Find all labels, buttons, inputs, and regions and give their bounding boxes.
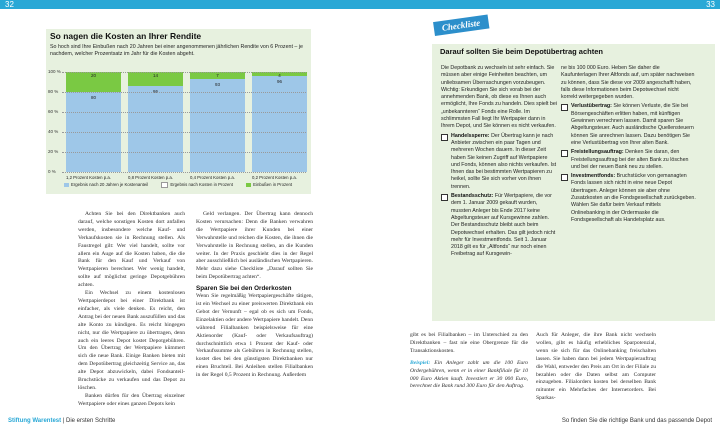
grid-line <box>62 92 306 93</box>
checklist-item-head: Investmentfonds: <box>571 173 616 180</box>
checklist-item-head: Verlustübertrag: <box>571 103 612 110</box>
data-label-loss: 14 <box>152 72 158 78</box>
checklist-item-text: Der Übertrag kann je nach Anbieter zwischen ein paar Tagen und mehreren Wochen dauern. In dieser Zeit haben Sie keinen Zugriff auf Wertpapiere und Fonds, können also nichts verkaufen. Ist Ihnen das bei bestimmten Wertpapieren zu heikel, sollte Sie sich vorher von ihnen trennen. <box>451 132 557 190</box>
checklist-column-1 <box>441 65 557 259</box>
checklist-item <box>561 103 696 147</box>
bar-column <box>252 72 307 172</box>
legend-swatch-einbussen <box>246 183 251 187</box>
data-label-loss: 4 <box>278 73 281 78</box>
checklist-tab: Checkliste <box>433 15 489 36</box>
y-tick-label: 100 % <box>48 69 61 74</box>
y-tick-label: 40 % <box>48 129 59 134</box>
checklist-item-text: Denken Sie daran, den Freistellungsauftrag bei der alten Bank zu löschen und bei der neuen Bank neu zu stellen. <box>571 149 689 170</box>
checkbox-icon <box>561 174 568 181</box>
legend-swatch-rendite <box>64 183 69 187</box>
bar-result <box>128 86 183 172</box>
y-tick-label: 0 % <box>48 169 56 174</box>
grid-line <box>62 172 306 173</box>
data-label-loss: 7 <box>216 72 219 78</box>
checklist-item-head: Bestandsschutz: <box>451 193 494 200</box>
footer-section: | Die ersten Schritte <box>62 418 116 424</box>
paragraph: Auch für Anleger, die ihre Bank nicht wechseln wollen, gibt es häufig erhebliches Sparpotenzial, wenn sie sich für das Onlinebanking freischalten lassen. Sie haben dann bei jedem Wertpapierauftrag die Wahl, entweder den Preis am Ort in der Filiale zu bezahlen oder die Daten selbst am Computer einzugeben. Filialorders kosten bei derselben Bank mitunter ein Mehrfaches der Internetorders. Bei Sparkas- <box>536 332 656 402</box>
grid-line <box>62 132 306 133</box>
category-label: 0,2 Prozent Kosten p.a. <box>252 175 297 180</box>
legend-rendite: Ergebnis nach 20 Jahren je Kostenanteil <box>71 182 149 188</box>
checklist-intro: Die Depotbank zu wechseln ist sehr einfach. Sie müssen aber einige Feinheiten beachten, um unliebsamen Überraschungen vorzubeugen. Wichtig: Erkundigen Sie sich vorab bei der annehmenden Bank, ob diese es Ihnen auch ermöglicht, Ihre Fonds zu handeln. Dies spielt bei „unbekannteren“ Fonds eine Rolle. Im schlimmsten Fall liegt Ihr Wertpapier dann in Ihrem Depot, und Sie können es nicht verkaufen. <box>441 65 558 130</box>
footer-right: So finden Sie die richtige Bank und das passende Depot <box>561 418 712 424</box>
bar-result <box>252 76 307 172</box>
checkbox-icon <box>441 134 448 141</box>
chart-subtitle: So hoch sind Ihre Einbußen nach 20 Jahren bei einer angenommenen jährlichen Rendite von 6 Prozent – je nachdem, welcher Prozentsatz im Jahr für die Kosten abgeht. <box>50 44 303 57</box>
grid-line <box>62 72 306 73</box>
paragraph: Wenn Sie regelmäßig Wertpapiergeschäfte tätigen, ist ein Wechsel zu einer preiswerten Direktbank ein Gebot der Vernunft – egal ob es sich um Fonds, Einzelaktien oder andere Wertpapiere handelt. Denn während Filialbanken beispielsweise für eine Aktienorder (Kauf- oder Verkaufsauftrag) durchschnittlich etwa 1 Prozent der Kauf- oder Verkaufssumme als Gebühren in Rechnung stellen, kostet dies bei den günstigsten Direktbanken nur einen Bruchteil. Bei Anleihen stellen Filialbanken in der Regel 0,5 Prozent in Rechnung. Außerdem <box>196 293 313 379</box>
legend-kosten: Ergebnis nach Kosten in Prozent <box>170 182 233 188</box>
y-tick-label: 60 % <box>48 109 59 114</box>
y-tick-label: 80 % <box>48 89 59 94</box>
page-number-right: 33 <box>706 0 715 9</box>
bar-column <box>66 72 121 172</box>
paragraph: gibt es bei Filialbanken – im Unterschied zu den Direktbanken – fast nie eine Obergrenze für die Transaktionskosten. <box>410 332 528 354</box>
chart-plot-area <box>62 72 306 172</box>
checklist-item <box>441 193 557 259</box>
legend-einbussen: Einbußen in Prozent <box>253 182 293 188</box>
category-label: 0,4 Prozent Kosten p.a. <box>190 175 235 180</box>
checklist-item-head: Handelssperre: <box>451 132 490 139</box>
y-tick-label: 20 % <box>48 149 59 154</box>
top-color-bar <box>0 0 720 9</box>
paragraph: Geld verlangen. Der Übertrag kann dennoch Kosten verursachen: Denn die Banken verwahren die Wertpapiere ihrer Kunden bei einer Verwahrstelle und reichen die Kosten, die ihnen die Verwahrstelle in Rechnung stellen, an die Kunden weiter. In der Praxis geschieht dies in der Regel aber ausschließlich bei ausländischen Wertpapieren. Mehr dazu siehe Checkliste „Darauf sollten Sie beim Depotübertrag achten“. <box>196 211 313 281</box>
checklist-item <box>561 149 696 171</box>
data-label-result: 80 <box>90 95 96 100</box>
checklist-item-text: Sie können Verluste, die Sie bei Börsengeschäften erlitten haben, mit künftigen Gewinnen verrechnen lassen. Damit sparen Sie Abgeltungsteuer. Auch ausländische Quellensteuern können Sie anrechnen lassen. Dazu benötigen Sie eine Verlustübertrag von Ihrer alten Bank. <box>571 103 694 146</box>
paragraph: Ein Wechsel zu einem kostenlosen Wertpapierdepot bei einer Direktbank ist einfacher, als viele denken. Es reicht, den Antrag bei der neuen Bank auszufüllen und das alte Konto zu kündigen. Es reicht hingegen nicht, nur die Wertpapiere zu übertragen, denn auch ein leeres Depot kostet Depotgebühren. Um den Übertrag der Wertpapiere kümmert sich die neue Bank. Einige Banken bieten mit dem Depotübertrag gleichzeitig Service an, das alte Depot abzuwickeln, dabei Fondsanteil-Bruchstücke zu verkaufen und das Depot zu löschen. <box>78 290 185 391</box>
data-label-result: 96 <box>276 79 282 84</box>
paragraph: Banken dürfen für den Übertrag einzelner Wertpapiere oder eines ganzen Depots kein <box>78 392 185 407</box>
chart-legend <box>64 182 304 188</box>
legend-swatch-kosten <box>161 182 168 188</box>
checklist-item-text: Bruchstücke von gemanagten Fonds lassen sich nicht in eine neue Depot übertragen. Anleger können sie aber ohne Zusatzkosten an die Fondsgesellschaft zurückgeben. Wählen Sie dafür beim Verkauf mittels Onlinebanking in der Ordermaske die Fondsgesellschaft als Handelsplatz aus. <box>571 173 696 223</box>
checkbox-icon <box>561 104 568 111</box>
paragraph: Achten Sie bei den Direktbanken auch darauf, welche sonstigen Kosten dort anfallen werden, insbesondere welche Kauf- und Verkaufskosten sie in Rechnung stellen. Als Faustregel gilt: Wer viel handelt, sollte vor allem ein Auge auf die Kosten haben, die die Bank für den Kauf und Verkauf von Wertpapieren berechnet. Wer wenig handelt, sollte auf möglichst geringe Depotgebühren achten. <box>78 211 185 289</box>
checkbox-icon <box>441 194 448 201</box>
right-body-column-1 <box>410 332 528 391</box>
checklist-title: Darauf sollten Sie beim Depotübertrag achten <box>440 47 603 56</box>
checklist-item <box>441 133 557 191</box>
footer-left <box>8 418 115 424</box>
checklist-item <box>561 173 696 224</box>
section-heading: Sparen Sie bei den Orderkosten <box>196 285 292 293</box>
grid-line <box>62 152 306 153</box>
data-label-result: 93 <box>214 82 220 87</box>
example-text: Ein Anleger zahlt um die 100 Euro Ordergebühren, wenn er in einer Bankfiliale für 10 000 Euro Aktien kauft. Investiert er 30 000 Euro, berechnet die Bank rund 300 Euro für den Auftrag. <box>410 359 528 390</box>
example-label: Beispiel: <box>410 359 431 366</box>
page-number-left: 32 <box>5 0 14 9</box>
checklist-item-text: Für Wertpapiere, die vor dem 1. Januar 2009 gekauft wurden, mussten Anleger bis Ende 2017 keine Abgeltungsteuer auf Kursgewinne zahlen. Der Bestandsschutz bleibt auch beim Depotwechsel erhalten. Das gilt jedoch nicht mehr für Investmentfonds. Seit 1. Januar 2018 gilt es für „Altfonds“ nur noch einen Freibetrag auf Kursgewin- <box>451 193 556 258</box>
footer-brand: Stiftung Warentest <box>8 418 62 424</box>
checklist-continued: ne bis 100 000 Euro. Heben Sie daher die Kaufunterlagen Ihrer Altfonds auf, um später nachweisen zu können, dass Sie diese vor 2009 angeschafft haben, falls diese Informationen beim Depotwechsel nicht korrekt weitergegeben wurden. <box>561 65 695 101</box>
checkbox-icon <box>561 150 568 157</box>
category-label: 0,8 Prozent Kosten p.a. <box>128 175 173 180</box>
left-body-column-1 <box>78 211 185 409</box>
right-body-column-2 <box>536 332 656 403</box>
bar-column <box>190 72 245 172</box>
bar-column <box>128 72 183 172</box>
checklist-item-head: Freistellungsauftrag: <box>571 149 624 156</box>
data-label-loss: 20 <box>90 73 96 78</box>
left-body-column-2 <box>196 211 313 380</box>
chart-title: So nagen die Kosten an Ihrer Rendite <box>50 31 202 41</box>
cost-chart <box>46 29 311 194</box>
data-label-result: 86 <box>152 89 158 94</box>
grid-line <box>62 112 306 113</box>
example-paragraph <box>410 360 528 392</box>
category-label: 1,2 Prozent Kosten p.a. <box>66 175 111 180</box>
checklist-column-2 <box>561 65 696 224</box>
